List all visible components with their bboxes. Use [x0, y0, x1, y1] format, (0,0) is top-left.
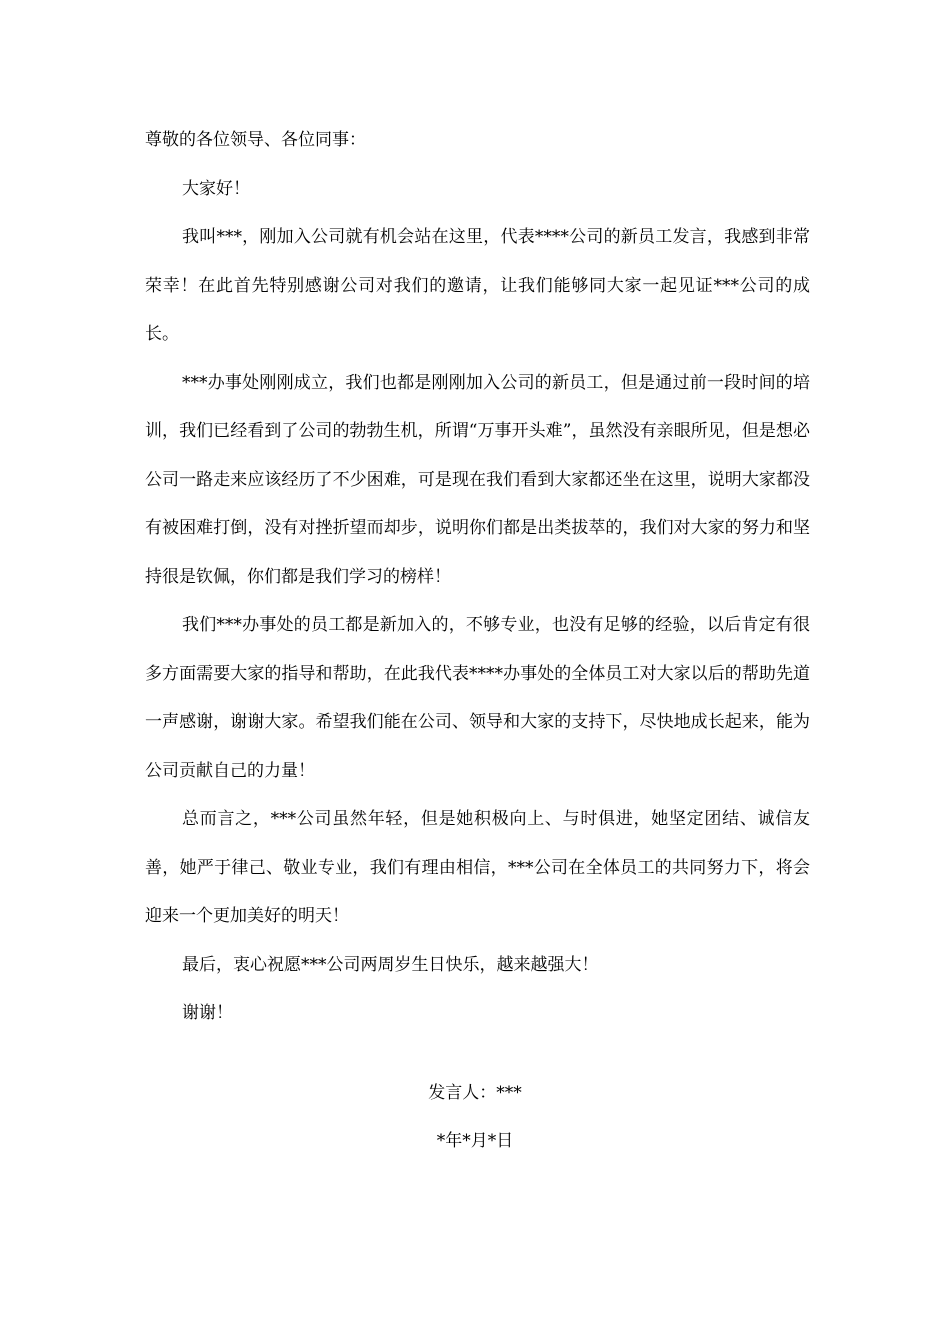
letter-body	[145, 116, 810, 1038]
speaker-signature: 发言人：***	[428, 1083, 522, 1103]
closing: 谢谢！	[182, 1003, 233, 1023]
paragraph-intro: 我叫***，刚加入公司就有机会站在这里，代表****公司的新员工发言，我感到非常荣幸！在此首先特别感谢公司对我们的邀请，让我们能够同大家一起见证***公司的成长。	[145, 227, 810, 344]
paragraph-office: ***办事处刚刚成立，我们也都是刚刚加入公司的新员工，但是通过前一段时间的培训，我们已经看到了公司的勃勃生机，所谓“万事开头难”，虽然没有亲眼所见，但是想必公司一路走来应该经历了不少困难，可是现在我们看到大家都还坐在这里，说明大家都没有被困难打倒，没有对挫折望而却步，说明你们都是出类拔萃的，我们对大家的努力和坚持很是钦佩，你们都是我们学习的榜样！	[145, 372, 810, 587]
paragraph-wishes: 最后，衷心祝愿***公司两周岁生日快乐，越来越强大！	[182, 954, 599, 975]
paragraph-summary: 总而言之，***公司虽然年轻，但是她积极向上、与时俱进，她坚定团结、诚信友善，她严于律己、敬业专业，我们有理由相信，***公司在全体员工的共同努力下，将会迎来一个更加美好的明天！	[145, 809, 810, 926]
signature-date: *年*月*日	[436, 1131, 514, 1151]
salutation: 尊敬的各位领导、各位同事：	[145, 130, 366, 150]
greeting: 大家好！	[182, 178, 250, 199]
paragraph-thanks: 我们***办事处的员工都是新加入的，不够专业，也没有足够的经验，以后肯定有很多方面需要大家的指导和帮助，在此我代表****办事处的全体员工对大家以后的帮助先道一声感谢，谢谢大家。希望我们能在公司、领导和大家的支持下，尽快地成长起来，能为公司贡献自己的力量！	[145, 615, 810, 781]
